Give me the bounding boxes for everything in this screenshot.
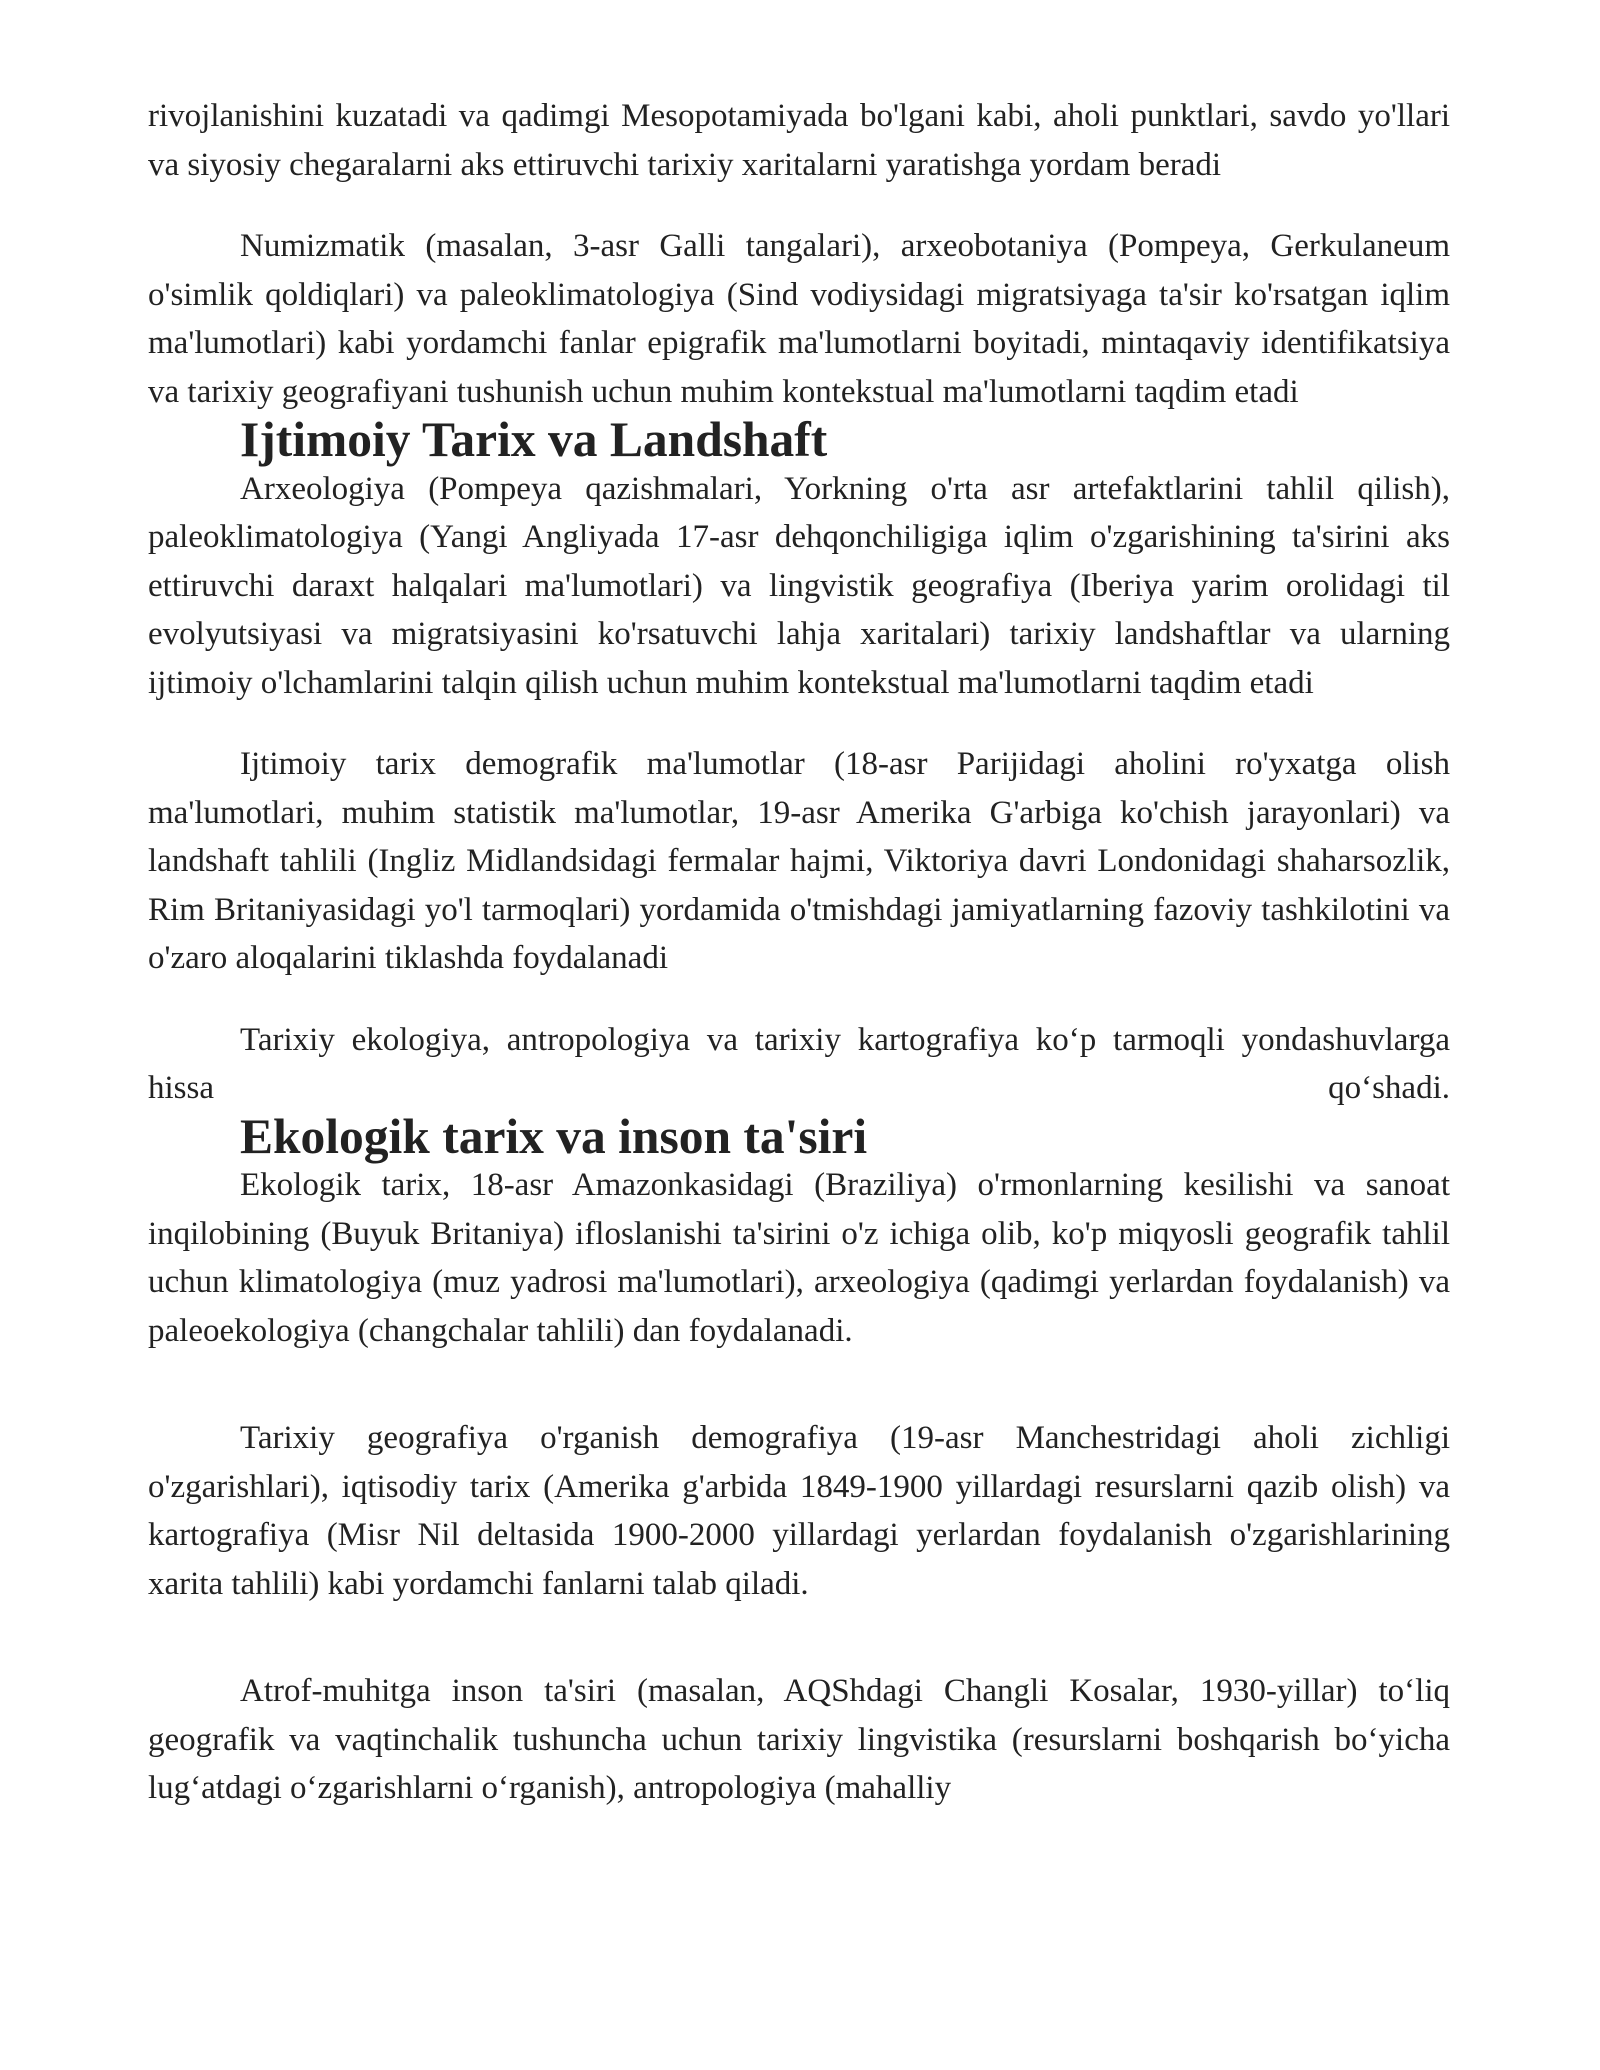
paragraph-human-impact: Atrof-muhitga inson ta'siri (masalan, AQShdagi Changli Kosalar, 1930-yillar) to‘liq geografik va vaqtinchalik tushuncha uchun tarixiy lingvistika (resurslarni boshqarish bo‘yicha lug‘atdagi o‘zgarishlarni o‘rganish), antropologiya (mahalliy [148,1673,1450,1806]
paragraph-historical-ecology: Tarixiy ekologiya, antropologiya va tarixiy kartografiya ko‘p tarmoqli yondashuvlarga hissa qo‘shadi. [148,1021,1450,1106]
paragraph-social-history: Ijtimoiy tarix demografik ma'lumotlar (18-asr Parijidagi aholini ro'yxatga olish ma'lumotlari, muhim statistik ma'lumotlar, 19-asr Amerika G'arbiga ko'chish jarayonlari) va landshaft tahlili (Ingliz Midlandsidagi fermalar hajmi, Viktoriya davri Londonidagi shaharsozlik, Rim Britaniyasidagi yo'l tarmoqlari) yordamida o'tmishdagi jamiyatlarning fazoviy tashkilotini va o'zaro aloqalarini tiklashda foydalanadi [148,746,1450,976]
paragraph-archaeology: Arxeologiya (Pompeya qazishmalari, Yorkning o'rta asr artefaktlarini tahlil qilish), paleoklimatologiya (Yangi Angliyada 17-asr dehqonchiligiga iqlim o'zgarishining ta'sirini aks ettiruvchi daraxt halqalari ma'lumotlari) va lingvistik geografiya (Iberiya yarim orolidagi til evolyutsiyasi va migratsiyasini ko'rsatuvchi lahja xaritalari) tarixiy landshaftlar va ularning ijtimoiy o'lchamlarini talqin qilish uchun muhim kontekstual ma'lumotlarni taqdim etadi [148,470,1450,701]
document-page [148,92,1450,1813]
section-heading-social-history: Ijtimoiy Tarix va Landshaft [240,412,828,467]
paragraph-historical-geography: Tarixiy geografiya o'rganish demografiya (19-asr Manchestridagi aholi zichligi o'zgarishlari), iqtisodiy tarix (Amerika g'arbida 1849-1900 yillardagi resurslarni qazib olish) va kartografiya (Misr Nil deltasida 1900-2000 yillardagi yerlardan foydalanish o'zgarishlarining xarita tahlili) kabi yordamchi fanlarni talab qiladi. [148,1420,1450,1602]
section-heading-ecological-history: Ekologik tarix va inson ta'siri [240,1108,868,1164]
paragraph-ecological-history: Ekologik tarix, 18-asr Amazonkasidagi (Braziliya) o'rmonlarning kesilishi va sanoat inqilobining (Buyuk Britaniya) ifloslanishi ta'sirini o'z ichiga olib, ko'p miqyosli geografik tahlil uchun klimatologiya (muz yadrosi ma'lumotlari), arxeologiya (qadimgi yerlardan foydalanish) va paleoekologiya (changchalar tahlili) dan foydalanadi. [148,1167,1450,1349]
paragraph-continuation: rivojlanishini kuzatadi va qadimgi Mesopotamiyada bo'lgani kabi, aholi punktlari, savdo yo'llari va siyosiy chegaralarni aks ettiruvchi tarixiy xaritalarni yaratishga yordam beradi [148,98,1450,183]
paragraph-auxiliary-sciences: Numizmatik (masalan, 3-asr Galli tangalari), arxeobotaniya (Pompeya, Gerkulaneum o'simlik qoldiqlari) va paleoklimatologiya (Sind vodiysidagi migratsiyaga ta'sir ko'rsatgan iqlim ma'lumotlari) kabi yordamchi fanlar epigrafik ma'lumotlarni boyitadi, mintaqaviy identifikatsiya va tarixiy geografiyani tushunish uchun muhim kontekstual ma'lumotlarni taqdim etadi [148,228,1450,410]
